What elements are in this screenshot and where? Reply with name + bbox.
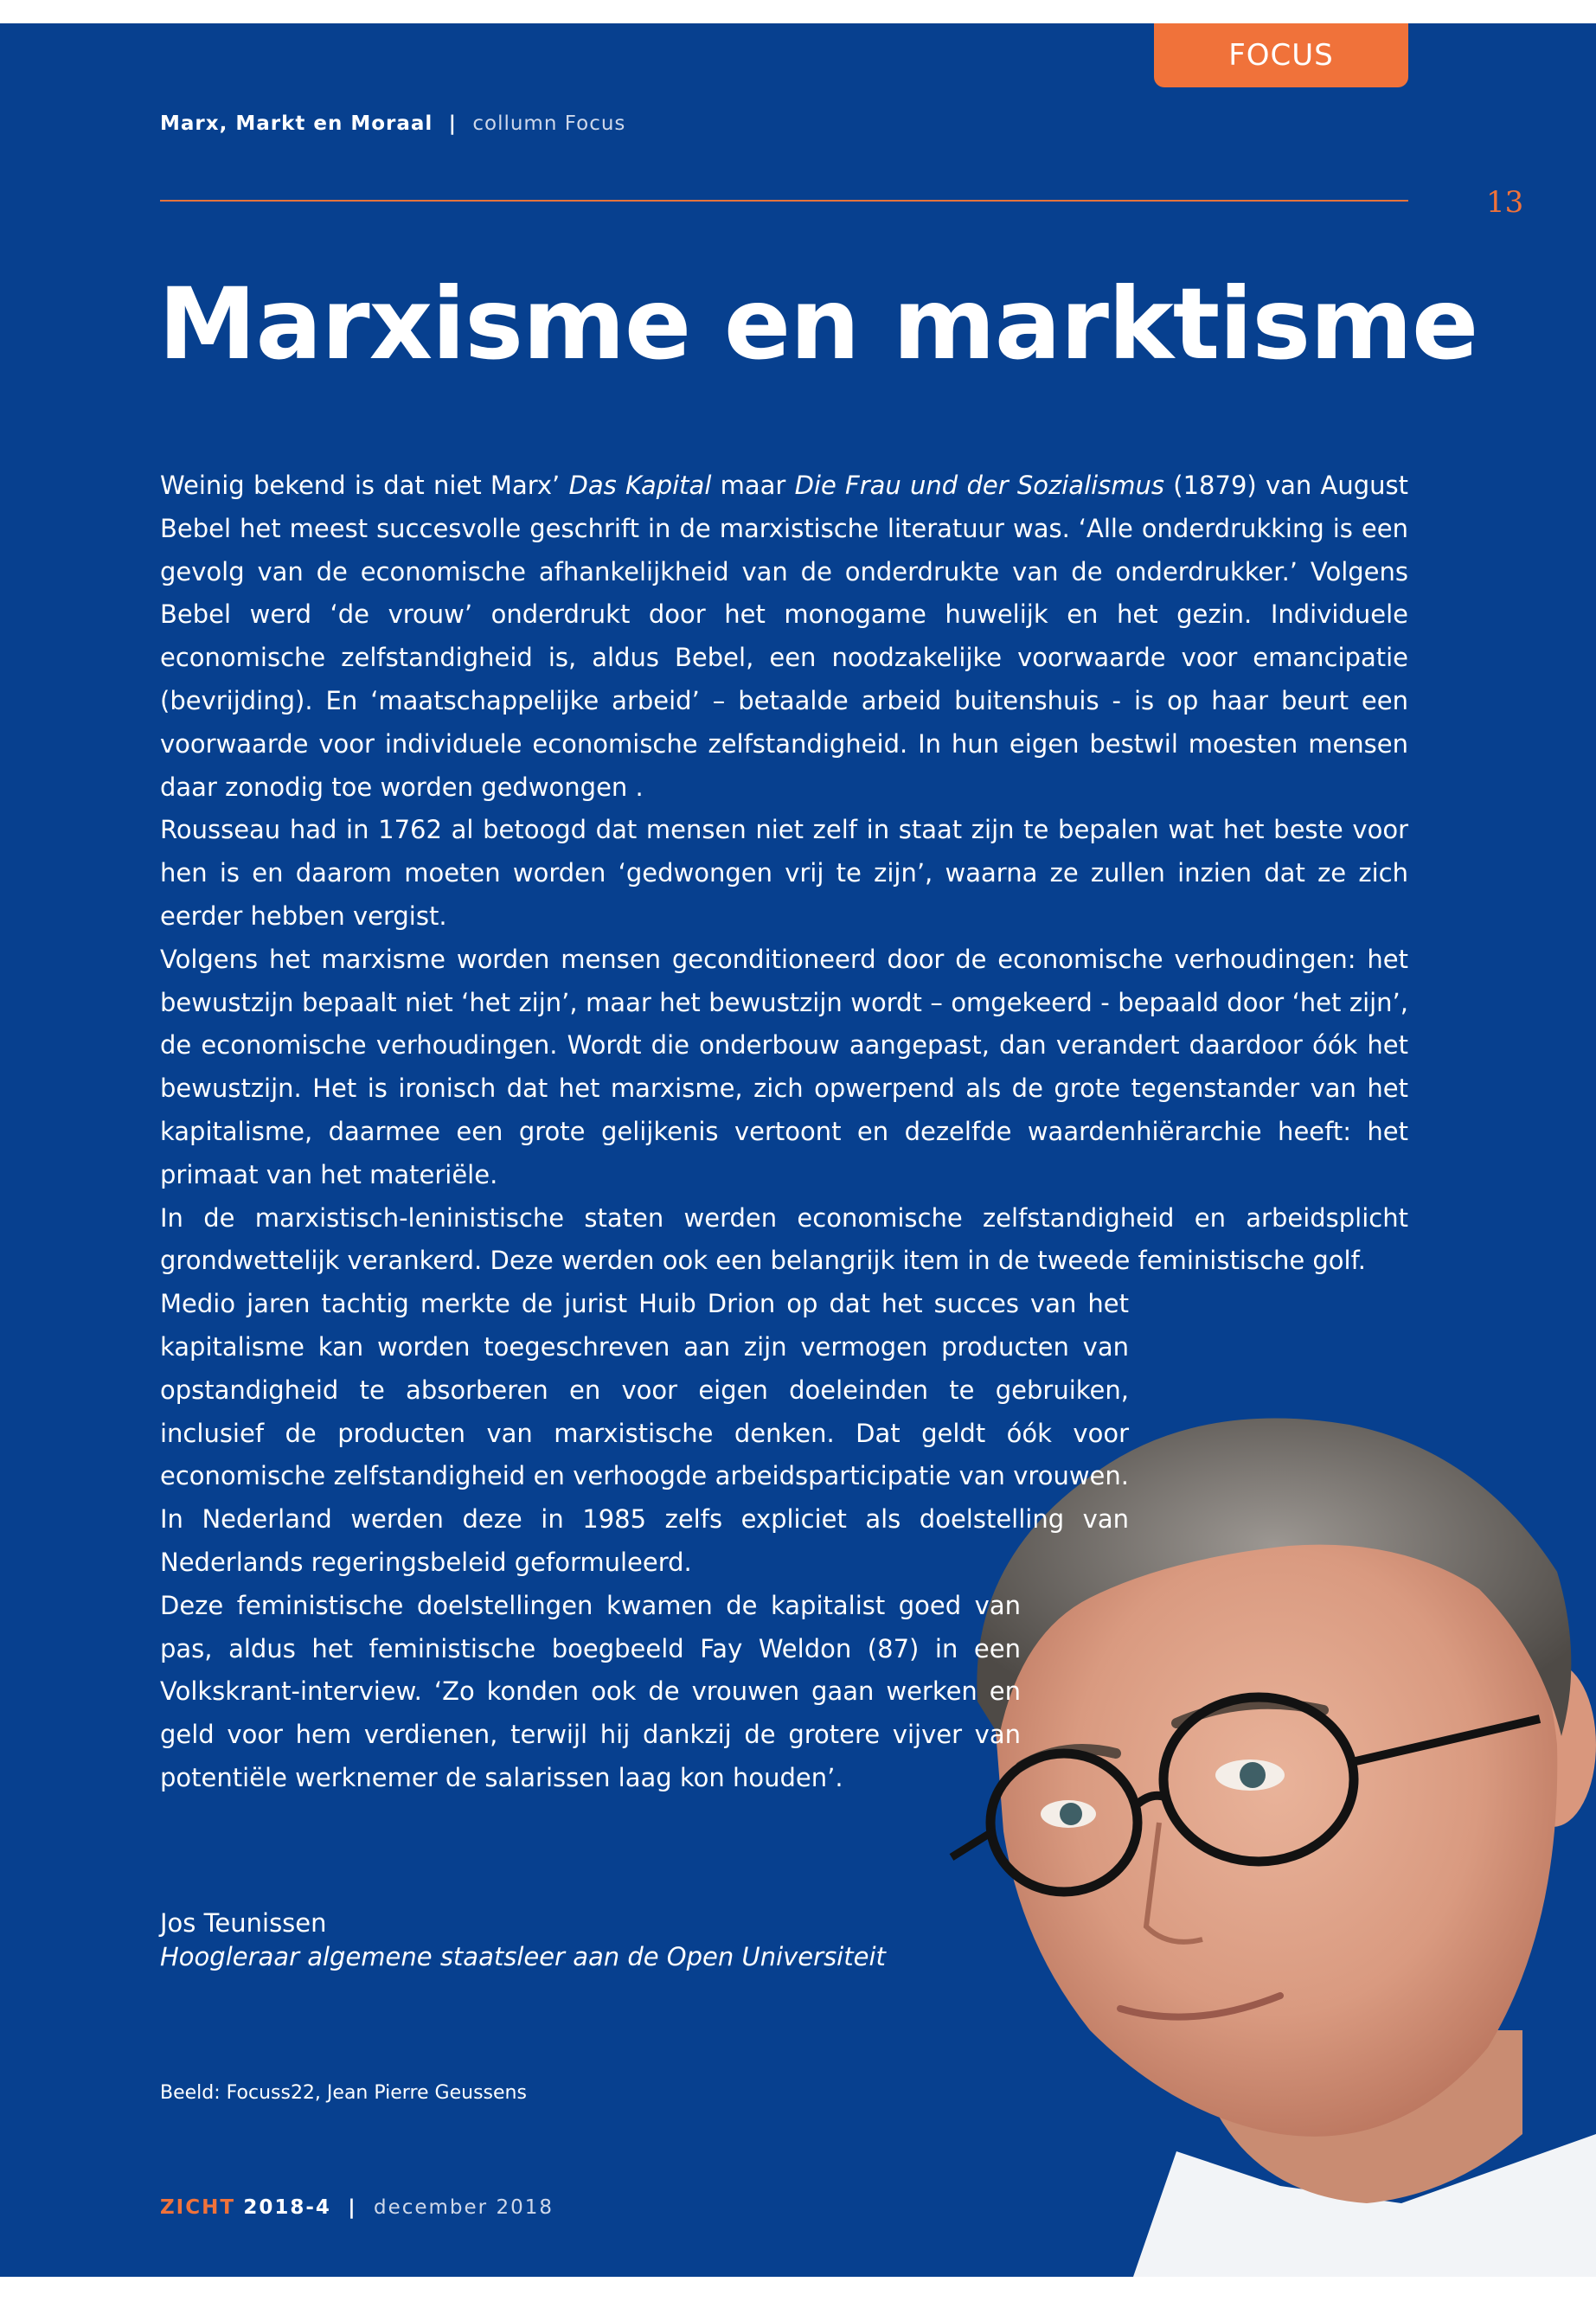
page-footer [160, 2196, 554, 2219]
author-name: Jos Teunissen [160, 1908, 327, 1938]
footer-separator: | [348, 2196, 357, 2219]
author-role: Hoogleraar algemene staatsleer aan de Open Universiteit [160, 1942, 886, 1971]
paragraph-6: Deze feministische doelstellingen kwamen de kapitalist goed van pas, aldus het feministische boegbeeld Fay Weldon (87) in een Volkskrant-interview. ‘Zo konden ook de vrouwen gaan werken en geld voor hem verdienen, terwijl hij dankzij de grotere vijver van potentiële werknemer de salarissen laag kon houden’. [160, 1590, 1021, 1792]
paragraph-2: Rousseau had in 1762 al betoogd dat mensen niet zelf in staat zijn te bepalen wat het beste voor hen is en daarom moeten worden ‘gedwongen vrij te zijn’, waarna ze zullen inzien dat ze zich eerder hebben vergist. [160, 815, 1408, 931]
paragraph-4: In de marxistisch-leninistische staten werden economische zelfstandigheid en arbeidsplicht grondwettelijk verankerd. Deze werden ook een belangrijk item in de tweede feministische golf. [160, 1202, 1408, 1276]
section-tab-label: FOCUS [1228, 38, 1334, 73]
paragraph-5: Medio jaren tachtig merkte de jurist Huib Drion op dat het succes van het kapitalisme kan worden toegeschreven aan zijn vermogen producten van opstandigheid te absorberen en voor eigen doeleinden te gebruiken, inclusief de producten van marxistische denken. Dat geldt óók voor economische zelfstandigheid en verhoogde arbeidsparticipatie van vrouwen. In Nederland werden deze in 1985 zelfs expliciet als doelstelling van Nederlands regeringsbeleid geformuleerd. [160, 1289, 1129, 1577]
paragraph-3: Volgens het marxisme worden mensen geconditioneerd door de economische verhoudingen: het bewustzijn bepaalt niet ‘het zijn’, maar het bewustzijn wordt – omgekeerd - bepaald door ‘het zijn’, de economische verhoudingen. Wordt die onderbouw aangepast, dan verandert daardoor óók het bewustzijn. Het is ironisch dat het marxisme, zich opwerpend als de grote tegenstander van het kapitalisme, daarmee een grote gelijkenis vertoont en dezelfde waardenhiërarchie heeft: het primaat van het materiële. [160, 944, 1408, 1189]
paragraph-1: Weinig bekend is dat niet Marx’ Das Kapital maar Die Frau und der Sozialismus (1879) van August Bebel het meest succesvolle geschrift in de marxistische literatuur was. ‘Alle onderdrukking is een gevolg van de economische afhankelijkheid van de onderdrukte van de onderdrukker.’ Volgens Bebel werd ‘de vrouw’ onderdrukt door het monogame huwelijk en het gezin. Individuele economische zelfstandigheid is, aldus Bebel, een noodzakelijke voorwaarde voor emancipatie (bevrijding). En ‘maatschappelijke arbeid’ – betaalde arbeid buitenshuis - is op haar beurt een voorwaarde voor individuele economische zelfstandigheid. In hun eigen bestwil moesten mensen daar zonodig toe worden gedwongen . [160, 471, 1408, 802]
running-head [160, 112, 625, 135]
book-title-die-frau: Die Frau und der Sozialismus [794, 471, 1165, 500]
running-head-separator: | [448, 112, 458, 135]
footer-issue: 2018-4 [243, 2196, 331, 2219]
book-title-das-kapital: Das Kapital [568, 471, 712, 500]
footer-magazine-name: ZICHT [160, 2196, 236, 2219]
article-body [160, 465, 1408, 1800]
running-head-title: Marx, Markt en Moraal [160, 112, 433, 135]
header-rule [160, 200, 1408, 202]
author-block [160, 1907, 886, 1974]
page [0, 23, 1596, 2277]
running-head-subtitle: collumn Focus [472, 112, 626, 135]
footer-date: december 2018 [373, 2196, 554, 2219]
article-headline: Marxisme en marktisme [158, 266, 1478, 381]
page-number: 13 [1486, 185, 1524, 220]
section-tab-focus [1154, 23, 1408, 87]
image-credit: Beeld: Focuss22, Jean Pierre Geussens [160, 2082, 527, 2104]
